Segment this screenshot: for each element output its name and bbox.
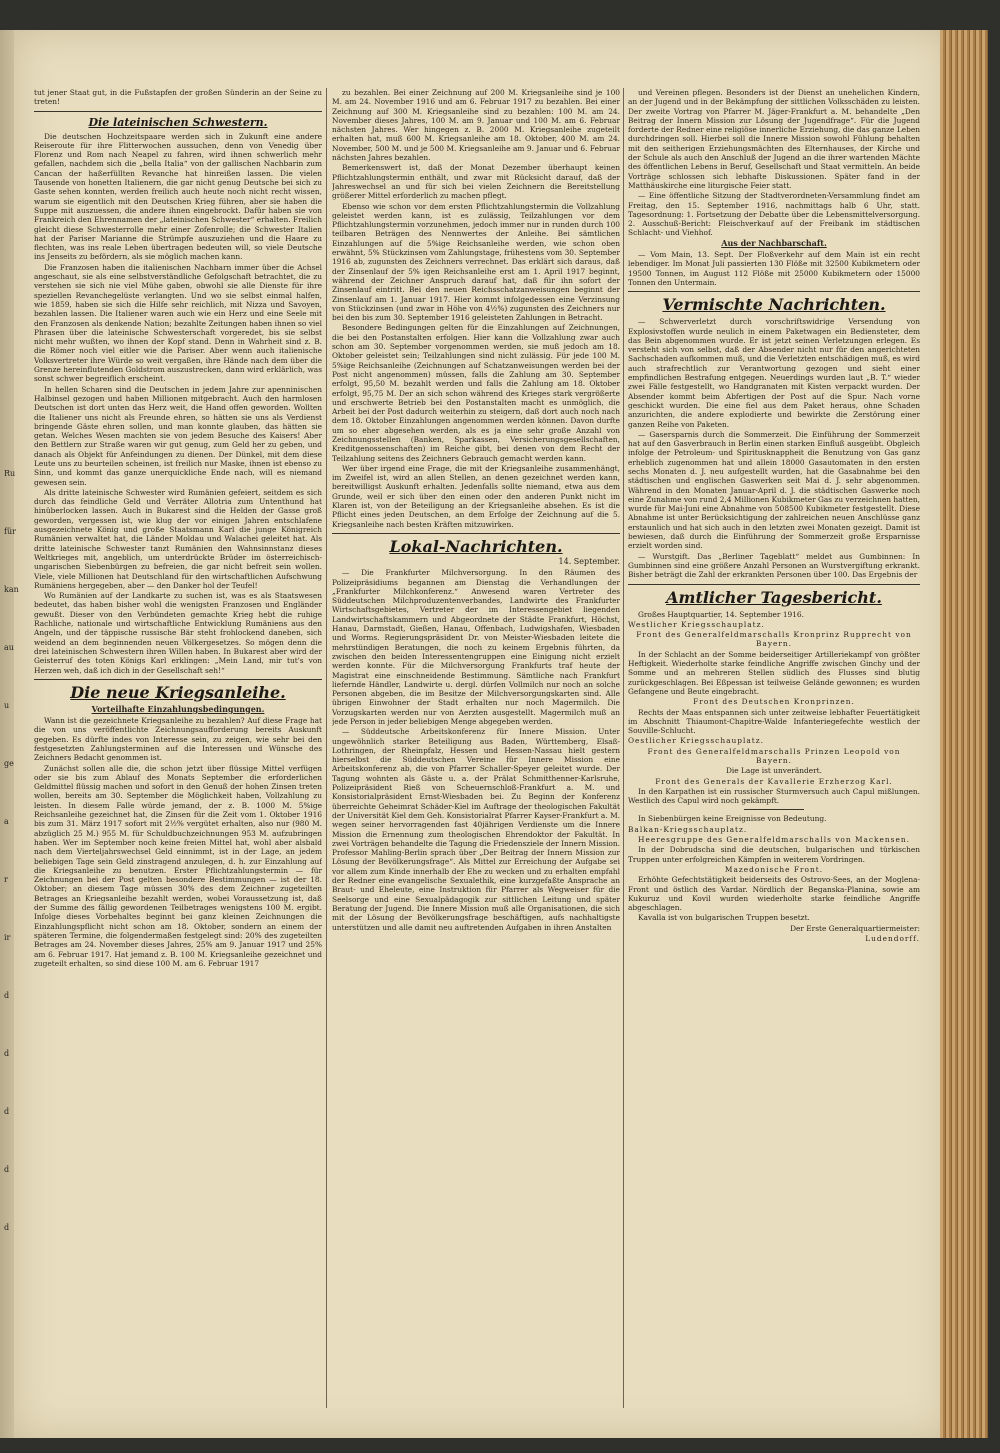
divider — [332, 533, 620, 534]
divider — [34, 111, 322, 112]
margin-fragment: ge — [4, 759, 14, 768]
margin-fragment: r — [4, 875, 8, 884]
report-mackensen: In der Dobrudscha sind die deutschen, bulgarischen und türkischen Truppen unter erfolgreichen Kämpfen in weiterem Vordringen. — [628, 845, 920, 864]
army-group-leopold: Front des Generalfeldmarschalls Prinzen Leopold von Bayern. — [647, 746, 901, 765]
macedonian-front-title: Mazedonische Front. — [724, 864, 824, 874]
western-front-title: Westlicher Kriegsschauplatz. — [628, 619, 765, 629]
divider — [628, 291, 920, 292]
column-3 — [628, 88, 920, 1408]
divider — [628, 584, 920, 585]
section-headline-tagesbericht: Amtlicher Tagesbericht. — [666, 587, 882, 607]
article-body-kriegsanleihe-continued — [332, 88, 620, 529]
local-news-body — [332, 568, 620, 932]
column-1 — [34, 88, 322, 1408]
paragraph: Wann ist die gezeichnete Kriegsanleihe zu bezahlen? Auf diese Frage hat die von uns veröffentlichte Zeichnungsaufforderung bereits Auskunft gegeben. Es dürfte indes von Interesse sein, zu zeigen, wie sehr bei den festgesetzten Zahlungsterminen auf die Interessen und Wünsche des Zeichners Bedacht genommen ist. — [34, 716, 322, 763]
article-headline-kriegsanleihe: Die neue Kriegsanleihe. — [70, 682, 286, 702]
margin-fragment: au — [4, 643, 14, 652]
army-group-mackensen: Heeresgruppe des Generalfeldmarschalls von Mackensen. — [638, 835, 910, 845]
margin-fragment: Ru — [4, 469, 16, 478]
section-headline-vermischte: Vermischte Nachrichten. — [662, 295, 886, 315]
army-group-karl: Front des Generals der Kavallerie Erzherzog Karl. — [655, 776, 893, 786]
report-karl: In den Karpathen ist ein russischer Sturmversuch auch Capul mißlungen. Westlich des Capul wird noch gekämpft. — [628, 786, 920, 806]
intro-text: tut jener Staat gut, in die Fußstapfen der großen Sünderin an der Seine zu treten! — [34, 88, 322, 107]
paragraph: — Eine öffentliche Sitzung der Stadtverordneten-Versammlung findet am Freitag, den 15. September 1916, nachmittags halb 6 Uhr, statt. Tagesordnung: 1. Fortsetzung der Debatte über die Lebensmittelversorgung. 2. Ausschuß-Bericht: Fleischverkauf auf der Freibank im städtischen Schlacht- und Viehhof. — [628, 191, 920, 238]
margin-fragment: für — [4, 527, 16, 536]
report-kronprinz: Rechts der Maas entspannen sich unter zeitweise lebhafter Feuertätigkeit im Abschnitt Thiaumont-Chapitre-Walde Infanteriegefechte westlich der Souville-Schlucht. — [628, 707, 920, 736]
book-page-edges — [940, 30, 988, 1438]
margin-fragment: d — [4, 991, 10, 1000]
margin-fragment: a — [4, 817, 9, 826]
margin-fragment: kan — [4, 585, 19, 594]
report-siebenbuergen: In Siebenbürgen keine Ereignisse von Bedeutung. — [638, 814, 827, 824]
margin-fragment: d — [4, 1107, 10, 1116]
hq-dateline: Großes Hauptquartier, 14. September 1916. — [638, 609, 804, 619]
article-subheadline-kriegsanleihe: Vorteilhafte Einzahlungsbedingungen. — [91, 703, 265, 714]
paragraph: — Süddeutsche Arbeitskonferenz für Innere Mission. Unter ungewöhnlich starker Beteiligung aus Baden, Württemberg, Elsaß-Lothringen, der Rheinpfalz, Hessen und Hessen-Nassau hielt gestern hierselbst die Süddeutschen Vereine für Innere Mission eine Arbeitskonferenz ab, die von Pfarrer Schaller-Speyer geleitet wurde. Der Tagung wohnten als Gäste u. a. der Prälat Schmitthenner-Karlsruhe, Polizeipräsident Rieß von Scheuernschloß-Frankfurt a. M. und Konsistorialpräsident Ernst-Wiesbaden bei. Zu Beginn der Konferenz überreichte Geheimrat Schäder-Kiel im Auftrage der theologischen Fakultät der Universität Kiel dem Geh. Konsistorialrat Pfarrer Kayser-Frankfurt a. M. wegen seiner hervorragenden fast 40jährigen Verdienste um die Innere Mission die Ernennung zum theologischen Ehrendoktor der Fakultät. In zwei Vorträgen behandelte die Tagung die Friedensziele der Innern Mission. Professor Mahling-Berlin sprach über „Der Beitrag der Innern Mission zur Lösung der Bevölkerungsfrage“. Als Mittel zur Erreichung der Aufgabe sei vor allem zum Kinde innerhalb der Ehe zu wecken und zu erhalten empfahl der Redner eine evangelische Sexualethik, eine kurzgefaßte Ansprache an Braut- und Eheleute, eine Instruktion für Pfarrer als Wegweiser für die Seelsorge und eine Sexualpädagogik zur sittlichen Leitung und später Beratung der Jugend. Die Innere Mission muß alle Organisationen, die sich mit der Lösung der Bevölkerungsfrage beschäftigen, aufs nachhaltigste unterstützen und alle damit neu auftretenden Aufgaben in ihren Anstalten — [332, 727, 620, 932]
article-body-kriegsanleihe — [34, 716, 322, 968]
margin-fragment: d — [4, 1165, 10, 1174]
short-divider — [744, 809, 804, 810]
paragraph: In hellen Scharen sind die Deutschen in jedem Jahre zur apenninischen Halbinsel gezogen und haben Millionen mitgebracht. Auch den harmlosen Deutschen ist dort unten das Herz weit, die Hand offen geworden. Wollten die Italiener uns nicht als Freunde ehren, so hätten sie uns als Verdienst bringende Gäste ehren sollen, und man konnte glauben, das hätten sie getan. Welches Wesen machten sie von jedem Besuche des Kaisers! Aber den Bettlern zur Straße waren wir gut genug, zum Geld her zu geben, und danach als Objekt für Anfeindungen zu dienen. Der Dünkel, mit dem diese Leute uns zu beurteilen scheinen, ist freilich nur Maske, ihnen ist ebenso zu Sinn, und kommt das ganze unerquickliche Ende nach, will es niemand gewesen sein. — [34, 384, 322, 487]
dateline: 14. September. — [558, 556, 620, 566]
paragraph: — Schwerverletzt durch vorschriftswidrige Versendung von Explosivstoffen wurde neulich in einem Paketwagen ein Bediensteter, dem das Bein abgenommen wurde. Er ist jetzt seinen Verletzungen erlegen. Es versteht sich von selbst, daß der Absender nicht nur für den angerichteten Sachschaden aufkommen muß, und die Verletzten entschädigen muß, es wird auch strafrechtlich zur Verantwortung gezogen und sieht einer empfindlichen Bestrafung entgegen. Neuerdings wurden laut „B. T.“ wieder zwei Fälle festgestellt, wo Handgranaten mit Kisten verpackt wurden. Der Absender kommt beim Abfertigen der Post auf die Spur. Nach vorne geschickt wurden. Die eine fiel aus dem Paket heraus, ohne Schaden anzurichten, die andere explodierte und bewirkte die Zerstörung einer ganzen Reihe von Paketen. — [628, 317, 920, 429]
paragraph: Die deutschen Hochzeitspaare werden sich in Zukunft eine andere Reiseroute für ihre Flitterwochen aussuchen, denn von Venedig über Florenz und Rom nach Neapel zu fahren, wird ihnen schwerlich mehr gefallen, nachdem sich die „bella Italia“ von der gallischen Nachbarin zum Cancan der haßerfüllten Revanche hat hinreißen lassen. Die vielen Tausende von honetten Italienern, die gar nicht genug Deutsche bei sich zu Gaste sehen konnten, werden freilich auch heute noch nicht recht wissen, warum sie eigentlich mit den Deutschen Krieg führen, aber sie haben die Suppe mit auszuessen, die andere ihnen eingebrockt. Dafür haben sie von Frankreich den Ehrennamen der „lateinischen Schwester“ erhalten. Freilich gleicht diese Schwesterrolle mehr einer Zofenrolle; die Schwester Italien hat der Pariser Marianne die Strümpfe auszuziehen und die Haare zu flechten, was ins reale Leben übertragen bedeuten will, so viele Deutsche ins Jenseits zu befördern, als sie möglich machen kann. — [34, 131, 322, 262]
column-rule — [326, 88, 327, 1408]
margin-fragment: ir — [4, 933, 11, 942]
section-title-nachbarschaft: Aus der Nachbarschaft. — [721, 237, 827, 248]
margin-fragment: d — [4, 1223, 10, 1232]
signature-name: Ludendorff. — [865, 934, 920, 944]
report-macedonia: Erhöhte Gefechtstätigkeit beiderseits des Ostrovo-Sees, an der Moglena-Front und östlich des Vardar. Nördlich der Beganska-Planina, sowie am Kukuruz und Kovil wurden wiederholte starke feindliche Angriffe abgeschlagen. — [628, 875, 920, 913]
article-headline-lateinische-schwestern: Die lateinischen Schwestern. — [88, 115, 268, 129]
eastern-front-title: Oestlicher Kriegsschauplatz. — [628, 736, 764, 746]
paragraph: — Wurstgift. Das „Berliner Tageblatt“ meldet aus Gumbinnen: In Gumbinnen sind eine größere Anzahl Personen an Wurstvergiftung erkrankt. Bisher beträgt die Zahl der erkrankten Personen über 100. Das Ergebnis der — [628, 551, 920, 580]
paragraph: Als dritte lateinische Schwester wird Rumänien gefeiert, seitdem es sich durch das feindliche Geld und Verräter Allotria zum Untenthund hat hinüberlocken lassen. Auch in Bukarest sind die Helden der Gasse groß geworden, vergessen ist, wie klug der vor einigen Jahren entschlafene ausgezeichnete König und große Staatsmann Karl die junge Königreich Rumänien verwaltet hat, die Länder Moldau und Walachei geleitet hat. Als dritte lateinische Schwester tanzt Rumänien den Wahnsinnstanz dieses Weltkrieges mit, angeblich, um unterdrückte Brüder im österreichisch-ungarischen Siebenbürgen zu befreien, die gar nicht befreit sein wollen. Viele, viele Millionen hat Deutschland für den wirtschaftlichen Aufschwung Rumäniens hergegeben, aber — den Danker hol der Teufel! — [34, 487, 322, 590]
paragraph: Ebenso wie schon vor dem ersten Pflichtzahlungstermin die Vollzahlung geleistet werden kann, ist es zulässig, Teilzahlungen vor dem Pflichtzahlungstermin vorzunehmen, jedoch immer nur in runden durch 100 teilbaren Beträgen des Nennwertes der Anleihe. Bei sämtlichen Einzahlungen auf die 5%ige Reichsanleihe werden, wie schon oben erwähnt, 5% Stückzinsen vom Zahlungstage, frühestens vom 30. September 1916 ab, zugunsten des Zeichners verrechnet. Das erklärt sich daraus, daß der Zinsenlauf der 5% igen Reichsanleihe erst am 1. April 1917 beginnt, während der Zeichner Anspruch darauf hat, daß für ihn sofort der Zinsenlauf eintritt. Bei den neuen Reichsschatzanweisungen beginnt der Zinsenlauf am 1. Januar 1917. Hier kommt infolgedessen eine Verzinsung von Stückzinsen (und zwar in Höhe von 4½%) zugunsten des Zeichners nur bei den bis zum 30. September 1916 geleisteten Zahlungen in Betracht. — [332, 201, 620, 323]
local-news-body-continued — [628, 88, 920, 238]
divider — [34, 679, 322, 680]
column-rule — [623, 88, 624, 1408]
section-headline-lokal-nachrichten: Lokal-Nachrichten. — [389, 536, 563, 556]
report-leopold: Die Lage ist unverändert. — [726, 766, 822, 776]
paragraph: Die Franzosen haben die italienischen Nachbarn immer über die Achsel angeschaut, sie als eine selbstverständliche Gefolgschaft betrachtet, die zu verstehen sie sich nie viel Mühe gaben, obwohl sie alle Dienste für ihre speziellen Revanchegelüste verlangten. Und wo sie selbst einmal halfen, wie 1859, haben sie sich die Hilfe sehr reichlich, mit Nizza und Savoyen, bezahlen lassen. Die Italiener waren auch wie ein Herz und eine Seele mit den Franzosen als denkende Nation; bezahlte Zeitungen haben ihnen so viel Phrasen über die lateinische Schwesterschaft vorgeredet, bis sie selbst nicht mehr wußten, wo ihnen der Kopf stand. Denn in Wahrheit sind z. B. die Römer noch viel eitler wie die Pariser. Aber wenn auch italienische Volksvertreter ihre Würde so weit vergaßen, ihre Hände nach dem über die Grenze hereinflutenden Goldstrom auszustrecken, dann wird erklärlich, was sonst schwer begreiflich erscheint. — [34, 262, 322, 384]
paragraph: Zunächst sollen alle die, die schon jetzt über flüssige Mittel verfügen oder sie bis zum Ablauf des Monats September die erforderlichen Geldmittel flüssig machen und sofort in den Genuß der hohen Zinsen treten wollen, bereits am 30. September die Möglichkeit haben, Vollzahlung zu leisten. In diesem Falle würde jemand, der z. B. 1000 M. 5%ige Reichsanleihe gezeichnet hat, die Zinsen für die Zeit vom 1. Oktober 1916 bis zum 31. März 1917 sofort mit 2½% vergütet erhalten, also nur (980 M. abzüglich 25 M.) 955 M. für Schuldbuchzeichnungen 953 M. aufzubringen haben. Wer im September noch keine freien Mittel hat, wohl aber alsbald nach dem Vierteljahrswechsel Geld einnimmt, ist in der Lage, an jedem beliebigen Tage sein Geld zinstragend anzulegen, d. h. zur Einzahlung auf die Kriegsanleihe zu benutzen. Erster Pflichtzahlungstermin — für Zeichnungen bei der Post gelten besondere Bestimmungen — ist der 18. Oktober; an diesem Tage müssen 30% des dem Zeichner zugeteilten Betrages an Kriegsanleihe bezahlt werden, wobei Voraussetzung ist, daß der Summe des fällig gewordenen Teilbetrages wenigstens 100 M. ergibt. Infolge dieses Vorbehaltes beginnt bei ganz kleinen Zeichnungen die Einzahlungspflicht nicht schon am 18. Oktober, sondern an einem der späteren Termine, die folgendermaßen festgelegt sind: 20% des zugeteilten Betrages am 24. November dieses Jahres, 25% am 9. Januar 1917 und 25% am 6. Februar 1917. Hat jemand z. B. 100 M. Kriegsanleihe gezeichnet und zugeteilt erhalten, so sind diese 100 M. am 6. Februar 1917 — [34, 763, 322, 968]
nachbarschaft-text: — Vom Main, 13. Sept. Der Floßverkehr auf dem Main ist ein recht lebendiger. Im Monat Juli passierten 130 Flöße mit 32500 Kubikmetern oder 19500 Tonnen, im August 112 Flöße mit 25000 Kubikmetern oder 15000 Tonnen den Untermain. — [628, 250, 920, 287]
army-group-rupprecht: Front des Generalfeldmarschalls Kronprinz Rupprecht von Bayern. — [636, 630, 912, 649]
paragraph: und Vereinen pflegen. Besonders ist der Dienst an unehelichen Kindern, an der Jugend und in der Bekämpfung der sittlichen Volksschäden zu leisten. Der zweite Vortrag von Pfarrer M. Jäger-Frankfurt a. M. behandelte „Den Beitrag der Innern Mission zur Lösung der Jugendfrage“. Für die Jugend forderte der Redner eine religiöse innerliche Erziehung, die das ganze Leben durchdringen soll. Hierbei soll die Innere Mission sowohl Fühlung behalten mit den seitherigen Erziehungsmächten des Elternhauses, der Kirche und der Schule als auch den Anschluß der Jugend an die ihrer wartenden Mächte des öffentlichen Lebens in Beruf, Gesellschaft und Staat vermitteln. An beide Vorträge schlossen sich lebhafte Diskussionen. Später fand in der Matthäuskirche eine liturgische Feier statt. — [628, 88, 920, 190]
paragraph: — Gasersparnis durch die Sommerzeit. Die Einführung der Sommerzeit hat auf den Gasverbrauch in Berlin einen starken Einfluß ausgeübt. Obgleich infolge der Petroleum- und Spiritusknappheit die Benutzung von Gas ganz erheblich zugenommen hat und allein 18000 Gasautomaten in den ersten sechs Monaten d. J. neu aufgestellt wurden, hat die Gasabnahme bei den städtischen und englischen Gaswerken seit Mai d. J. sehr abgenommen. Während in den Monaten Januar-April d. J. die städtischen Gaswerke noch eine Zunahme von rund 2,4 Millionen Kubikmeter Gas zu verzeichnen hatten, wurde für Mai-Juni eine Abnahme von 508500 Kubikmeter festgestellt. Diese Abnahme ist unter Berücksichtigung der zahlreichen neuen Anschlüsse ganz erstaunlich und hat sich auch in den letzten zwei Monaten gezeigt. Damit ist bewiesen, daß durch die Einführung der Sommerzeit große Ersparnisse erzielt worden sind. — [628, 429, 920, 551]
paragraph: Bemerkenswert ist, daß der Monat Dezember überhaupt keinen Pflichtzahlungstermin enthält, und zwar mit Rücksicht darauf, daß der Jahreswechsel an und für sich bei vielen Zeichnern die Bereitstellung größerer Mittel erforderlich zu machen pflegt. — [332, 163, 620, 201]
vermischte-body — [628, 317, 920, 579]
signature-title: Der Erste Generalquartiermeister: — [790, 923, 920, 933]
paragraph: Besondere Bedingungen gelten für die Einzahlungen auf Zeichnungen, die bei den Postanstalten erfolgen. Hier kann die Vollzahlung zwar auch schon am 30. September vorgenommen werden, sie muß jedoch am 18. Oktober geleistet sein; Teilzahlungen sind nicht zulässig. Für jede 100 M. 5%ige Reichsanleihe (Zeichnungen auf Schatzanweisungen werden bei der Post nicht angenommen) müssen, falls die Zahlung am 30. September erfolgt, 95,50 M. bezahlt werden und falls die Zahlung am 18. Oktober erfolgt, 95,75 M. Der an sich schon während des Krieges stark vergrößerte und erschwerte Betrieb bei den Postanstalten macht es unmöglich, die Arbeit bei der Post dadurch weiterhin zu steigern, daß dort auch noch nach dem 18. Oktober Einzahlungen angenommen werden können. Davon durfte um so eher abgesehen werden, als es ja eine sehr große Anzahl von Zeichnungsstellen (Banken, Sparkassen, Versicherungsgesellschaften, Kreditgenossenschaften) im Reiche gibt, bei denen von dem Recht der Teilzahlung seitens des Zeichners Gebrauch gemacht werden kann. — [332, 323, 620, 463]
paragraph: — Die Frankfurter Milchversorgung. In den Räumen des Polizeipräsidiums begannen am Dienstag die Verhandlungen der „Frankfurter Milchkonferenz.“ Anwesend waren Vertreter des Süddeutschen Milchproduzentenverbandes, Landwirte des Frankfurter Wirtschaftsgebietes, Vertreter der im Interessengebiet liegenden Landwirtschaftskammern und Abgeordnete der Städte Frankfurt, Höchst, Hanau, Darmstadt, Gießen, Hanau, Offenbach, Ludwigshafen, Wiesbaden und Worms. Regierungspräsident Dr. von Meister-Wiesbaden leitete die mehrstündigen Beratungen, die noch zu keinem Ergebnis führten, da zwischen den beiden Interessentengruppen eine Einigung nicht erzielt werden konnte. Für die Milchversorgung Frankfurts traf heute der Magistrat eine einschneidende Bestimmung. Sämtliche nach Frankfurt liefernde Händler, Landwirte u. dergl. dürfen Vollmilch nur noch an solche Personen abgeben, die im Besitze der Milchversorgungskarten sind. Alle übrigen Einwohner der Stadt erhalten nur noch Magermilch. Die Vorzugskarten werden nur von Aerzten ausgestellt. Magermilch muß an jede Person in jeder beliebigen Menge abgegeben werden. — [332, 568, 620, 726]
army-group-kronprinz: Front des Deutschen Kronprinzen. — [693, 697, 855, 707]
margin-fragment: d — [4, 1049, 10, 1058]
paragraph: Wo Rumänien auf der Landkarte zu suchen ist, was es als Staatswesen bedeutet, das haben bisher wohl die wenigsten Franzosen und Engländer gewußt. Dieser von den Verbündeten gemachte Krieg hebt die ruhige Rachliche, nationale und wirtschaftliche Entwicklung Rumäniens aus den Angeln, und der täppische russische Bär steht frohlockend daneben, sich weidend an dem beginnenden neuen Völkergesetzes. So mögen denn die drei lateinischen Schwestern ihren Willen haben. In Bukarest aber wird der Geisterruf des toten Königs Karl erklingen: „Mein Land, mir tut's von Herzen weh, daß ich dich in der Gesellschaft seh!“ — [34, 591, 322, 675]
column-2 — [332, 88, 620, 1408]
article-body-lateinische-schwestern — [34, 132, 322, 675]
report-kavalla: Kavalla ist von bulgarischen Truppen besetzt. — [638, 913, 810, 923]
paragraph: zu bezahlen. Bei einer Zeichnung auf 200 M. Kriegsanleihe sind je 100 M. am 24. November 1916 und am 6. Februar 1917 zu bezahlen. Bei einer Zeichnung auf 300 M. Kriegsanleihe sind zu bezahlen: 100 M. am 24. November dieses Jahres, 100 M. am 9. Januar und 100 M. am 6. Februar nächsten Jahres. Wer hingegen z. B. 2000 M. Kriegsanleihe zugeteilt erhalten hat, muß 600 M. Kriegsanleihe am 18. Oktober, 400 M. am 24. November, 500 M. und je 500 M. Kriegsanleihe am 9. Januar und 6. Februar nächsten Jahres bezahlen. — [332, 88, 620, 163]
paragraph: Wer über irgend eine Frage, die mit der Kriegsanleihe zusammenhängt, im Zweifel ist, wird an allen Stellen, an denen gezeichnet werden kann, bereitwilligst Auskunft erhalten. Jedenfalls sollte niemand, etwa aus dem Grunde, weil er sich über den einen oder den anderen Punkt nicht im Klaren ist, von der Beteiligung an der Kriegsanleihe absehen. Es ist die Pflicht eines jeden Deutschen, an dem Erfolge der Zeichnung auf die 5. Kriegsanleihe nach besten Kräften mitzuwirken. — [332, 463, 620, 529]
balkan-title: Balkan-Kriegsschauplatz. — [628, 824, 748, 834]
report-rupprecht: In der Schlacht an der Somme beiderseitiger Artilleriekampf von größter Heftigkeit. Wiederholte starke feindliche Angriffe zwischen Ginchy und der Somme und an mehreren Stellen südlich des Flusses sind blutig zurückgeschlagen. Bei Eßpessan ist teilweise Gelände gewonnen; es wurden Gefangene und Beute eingebracht. — [628, 649, 920, 696]
margin-fragment: u — [4, 701, 10, 710]
